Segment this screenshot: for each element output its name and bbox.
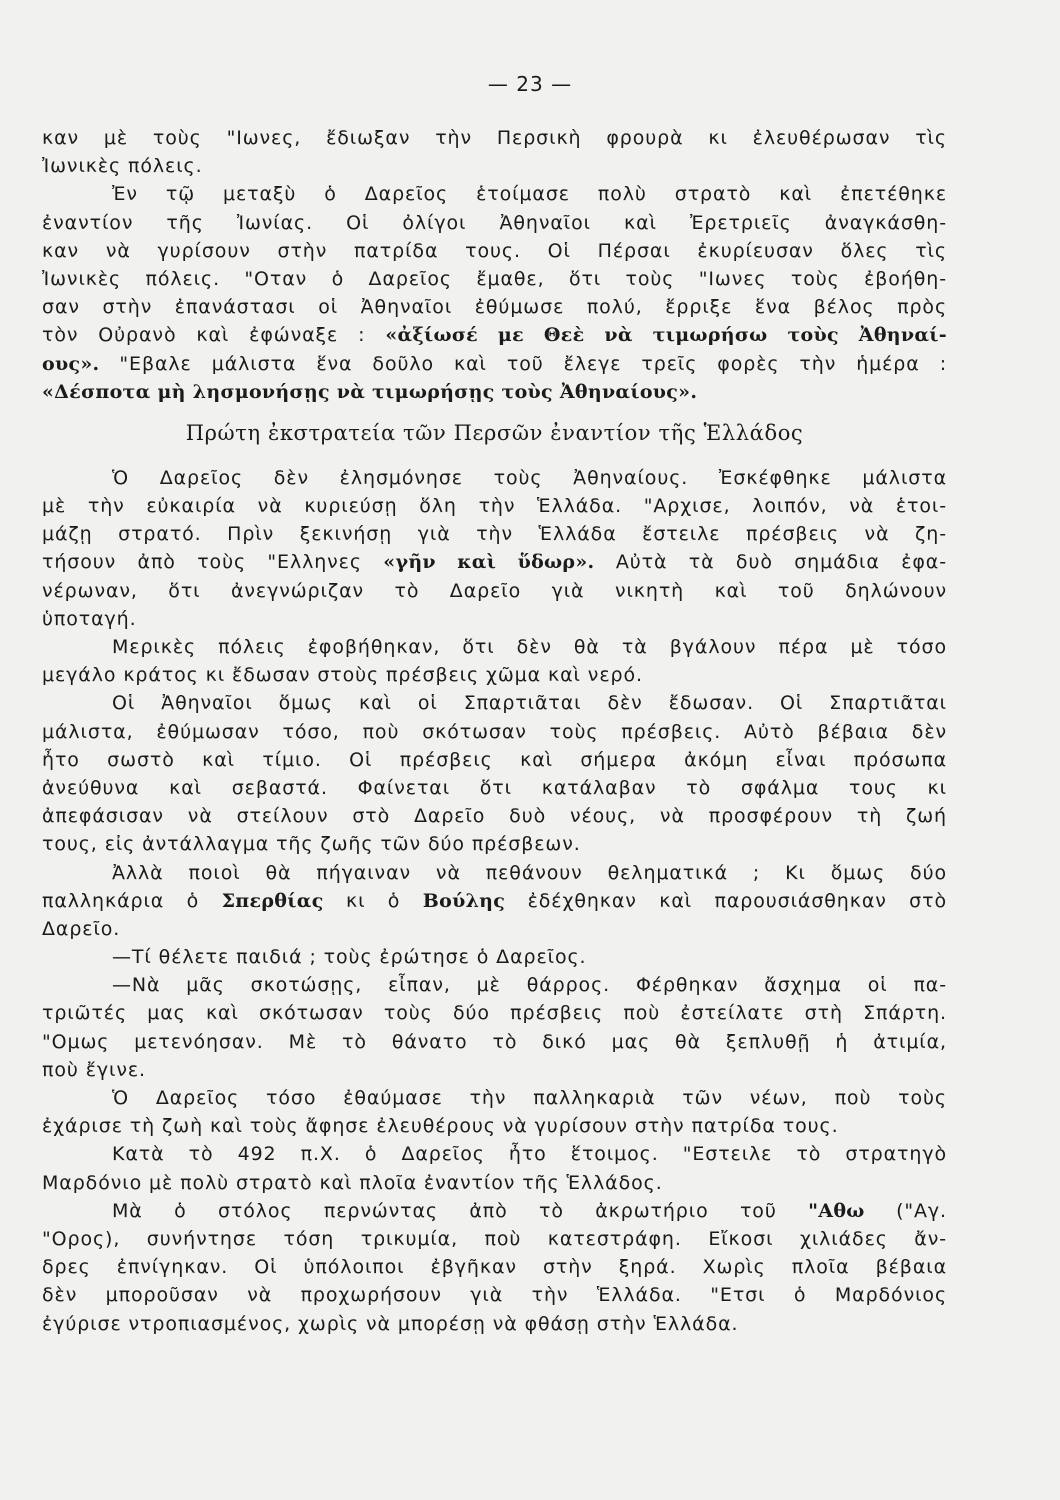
text-line: "Ορος), συνήντησε τόση τρικυμία, ποὺ κατεστράφη. Εἴκοσι χιλιάδες ἄν- [42,1227,947,1250]
text-run: ("Αγ. [864,1199,947,1222]
text-line: —Νὰ μᾶς σκοτώσῃς, εἶπαν, μὲ θάρρος. Φέρθηκαν ἄσχημα οἱ πα- [112,974,947,997]
text-line: Μαρδόνιο μὲ πολὺ στρατὸ καὶ πλοῖα ἐναντίον τῆς Ἑλλάδος. [42,1171,663,1194]
text-line: ἀπεφάσισαν νὰ στείλουν στὸ Δαρεῖο δυὸ νέους, νὰ προσφέρουν τὴ ζωή [42,805,947,828]
quote-bold: «ἀξίωσέ με Θεὲ νὰ τιμωρήσω τοὺς Ἀθηναί- [385,324,947,347]
text-line: ὑποταγή. [42,607,137,630]
quote-bold: «Δέσποτα μὴ λησμονήσῃς νὰ τιμωρήσῃς τοὺς Ἀθηναίους». [42,380,698,403]
name-bold: "Αθω [808,1199,865,1222]
text-line: ἐναντίον τῆς Ἰωνίας. Οἱ ὀλίγοι Ἀθηναῖοι καὶ Ἐρετριεῖς ἀναγκάσθη- [42,211,947,234]
quote-bold: ους». [42,352,100,375]
text-line: Ἐν τῷ μεταξὺ ὁ Δαρεῖος ἑτοίμασε πολὺ στρατὸ καὶ ἐπετέθηκε [112,183,947,206]
text-line: νέρωναν, ὅτι ἀνεγνώριζαν τὸ Δαρεῖο γιὰ νικητὴ καὶ τοῦ δηλώνουν [42,579,947,602]
text-line [42,321,947,349]
text-line: ἐχάρισε τὴ ζωὴ καὶ τοὺς ἄφησε ἐλευθέρους νὰ γυρίσουν στὴν πατρίδα τους. [42,1115,839,1138]
text-line: ἐγύρισε ντροπιασμένος, χωρὶς νὰ μπορέσῃ νὰ φθάσῃ στὴν Ἑλλάδα. [42,1312,739,1335]
text-line: Κατὰ τὸ 492 π.Χ. ὁ Δαρεῖος ἦτο ἕτοιμος. "Εστειλε τὸ στρατηγὸ [112,1143,947,1166]
text-line: μάζῃ στρατό. Πρὶν ξεκινήσῃ γιὰ τὴν Ἑλλάδα ἔστειλε πρέσβεις νὰ ζη- [42,523,947,546]
text-line: Ἰωνικὲς πόλεις. [42,155,203,178]
text-line: Ἰωνικὲς πόλεις. "Οταν ὁ Δαρεῖος ἔμαθε, ὅτι τοὺς "Ιωνες τοὺς ἐβοήθη- [42,267,947,290]
text-line: Ἀλλὰ ποιοὶ θὰ πήγαιναν νὰ πεθάνουν θεληματικά ; Κι ὅμως δύο [112,861,947,884]
text-run: τὸν Οὐρανὸ καὶ ἐφώναξε : [42,324,386,347]
text-run: "Εβαλε μάλιστα ἕνα δοῦλο καὶ τοῦ ἔλεγε τρεῖς φορὲς τὴν ἡμέρα : [99,352,947,375]
text-run: παλληκάρια ὁ [42,889,222,912]
page-number: — 23 — [487,72,573,96]
text-line: δρες ἐπνίγηκαν. Οἱ ὑπόλοιποι ἐβγῆκαν στὴν ξηρά. Χωρὶς πλοῖα βέβαια [42,1256,947,1279]
text-line: ποὺ ἔγινε. [42,1058,146,1081]
section-heading: Πρώτη ἐκστρατεία τῶν Περσῶν ἐναντίον τῆς Ἑλλάδος [185,420,804,445]
text-run: Αὐτὰ τὰ δυὸ σημάδια ἐφα- [594,551,947,574]
text-line: δὲν μποροῦσαν νὰ προχωρήσουν γιὰ τὴν Ἑλλάδα. "Ετσι ὁ Μαρδόνιος [42,1284,947,1307]
name-bold: Σπερθίας [221,889,324,912]
text-run: κι ὁ [323,889,423,912]
text-line: "Ομως μετενόησαν. Μὲ τὸ θάνατο τὸ δικό μας θὰ ξεπλυθῇ ἡ ἀτιμία, [42,1030,947,1053]
text-line: Δαρεῖο. [42,917,121,940]
text-line: σαν στὴν ἐπανάστασι οἱ Ἀθηναῖοι ἐθύμωσε πολύ, ἔρριξε ἕνα βέλος πρὸς [42,296,947,319]
text-line [42,350,947,378]
quote-bold: «γῆν καὶ ὕδωρ». [383,551,595,574]
text-line [42,548,947,576]
text-line: τριῶτές μας καὶ σκότωσαν τοὺς δύο πρέσβεις ποὺ ἐστείλατε στὴ Σπάρτη. [42,1002,947,1025]
text-line [42,1197,947,1225]
text-line: Ὁ Δαρεῖος δὲν ἐλησμόνησε τοὺς Ἀθηναίους. Ἐσκέφθηκε μάλιστα [112,466,947,489]
text-line: ἀνεύθυνα καὶ σεβαστά. Φαίνεται ὅτι κατάλαβαν τὸ σφάλμα τους κι [42,776,947,799]
name-bold: Βούλης [422,889,506,912]
text-line: Ὁ Δαρεῖος τόσο ἐθαύμασε τὴν παλληκαριὰ τῶν νέων, ποὺ τοὺς [112,1087,947,1109]
text-run: Μὰ ὁ στόλος περνώντας ἀπὸ τὸ ἀκρωτήριο τοῦ [112,1199,809,1222]
body-text [42,124,947,1338]
text-line: καν μὲ τοὺς "Ιωνες, ἔδιωξαν τὴν Περσικὴ φρουρὰ κι ἐλευθέρωσαν τὶς [42,127,947,149]
text-line: μάλιστα, ἐθύμωσαν τόσο, ποὺ σκότωσαν τοὺς πρέσβεις. Αὐτὸ βέβαια δὲν [42,720,947,743]
text-line: ἦτο σωστὸ καὶ τίμιο. Οἱ πρέσβεις καὶ σήμερα ἀκόμη εἶναι πρόσωπα [42,748,947,771]
text-line: Μερικὲς πόλεις ἐφοβήθηκαν, ὅτι δὲν θὰ τὰ βγάλουν πέρα μὲ τόσο [112,636,947,658]
text-line: τους, εἰς ἀντάλλαγμα τῆς ζωῆς τῶν δύο πρέσβεων. [42,833,581,856]
text-line [42,378,947,406]
text-run: ἐδέχθηκαν καὶ παρουσιάσθηκαν στὸ [505,889,947,912]
text-line: μὲ τὴν εὐκαιρία νὰ κυριεύσῃ ὅλη τὴν Ἑλλάδα. "Αρχισε, λοιπόν, νὰ ἑτοι- [42,495,947,518]
text-line [42,887,947,915]
text-line: —Τί θέλετε παιδιά ; τοὺς ἐρώτησε ὁ Δαρεῖος. [112,946,587,969]
text-line: Οἱ Ἀθηναῖοι ὅμως καὶ οἱ Σπαρτιᾶται δὲν ἔδωσαν. Οἱ Σπαρτιᾶται [112,692,947,715]
text-line: μεγάλο κράτος κι ἔδωσαν στοὺς πρέσβεις χῶμα καὶ νερό. [42,664,643,687]
text-run: τήσουν ἀπὸ τοὺς "Ελληνες [42,551,384,574]
text-line: καν νὰ γυρίσουν στὴν πατρίδα τους. Οἱ Πέρσαι ἐκυρίευσαν ὅλες τὶς [42,239,947,262]
